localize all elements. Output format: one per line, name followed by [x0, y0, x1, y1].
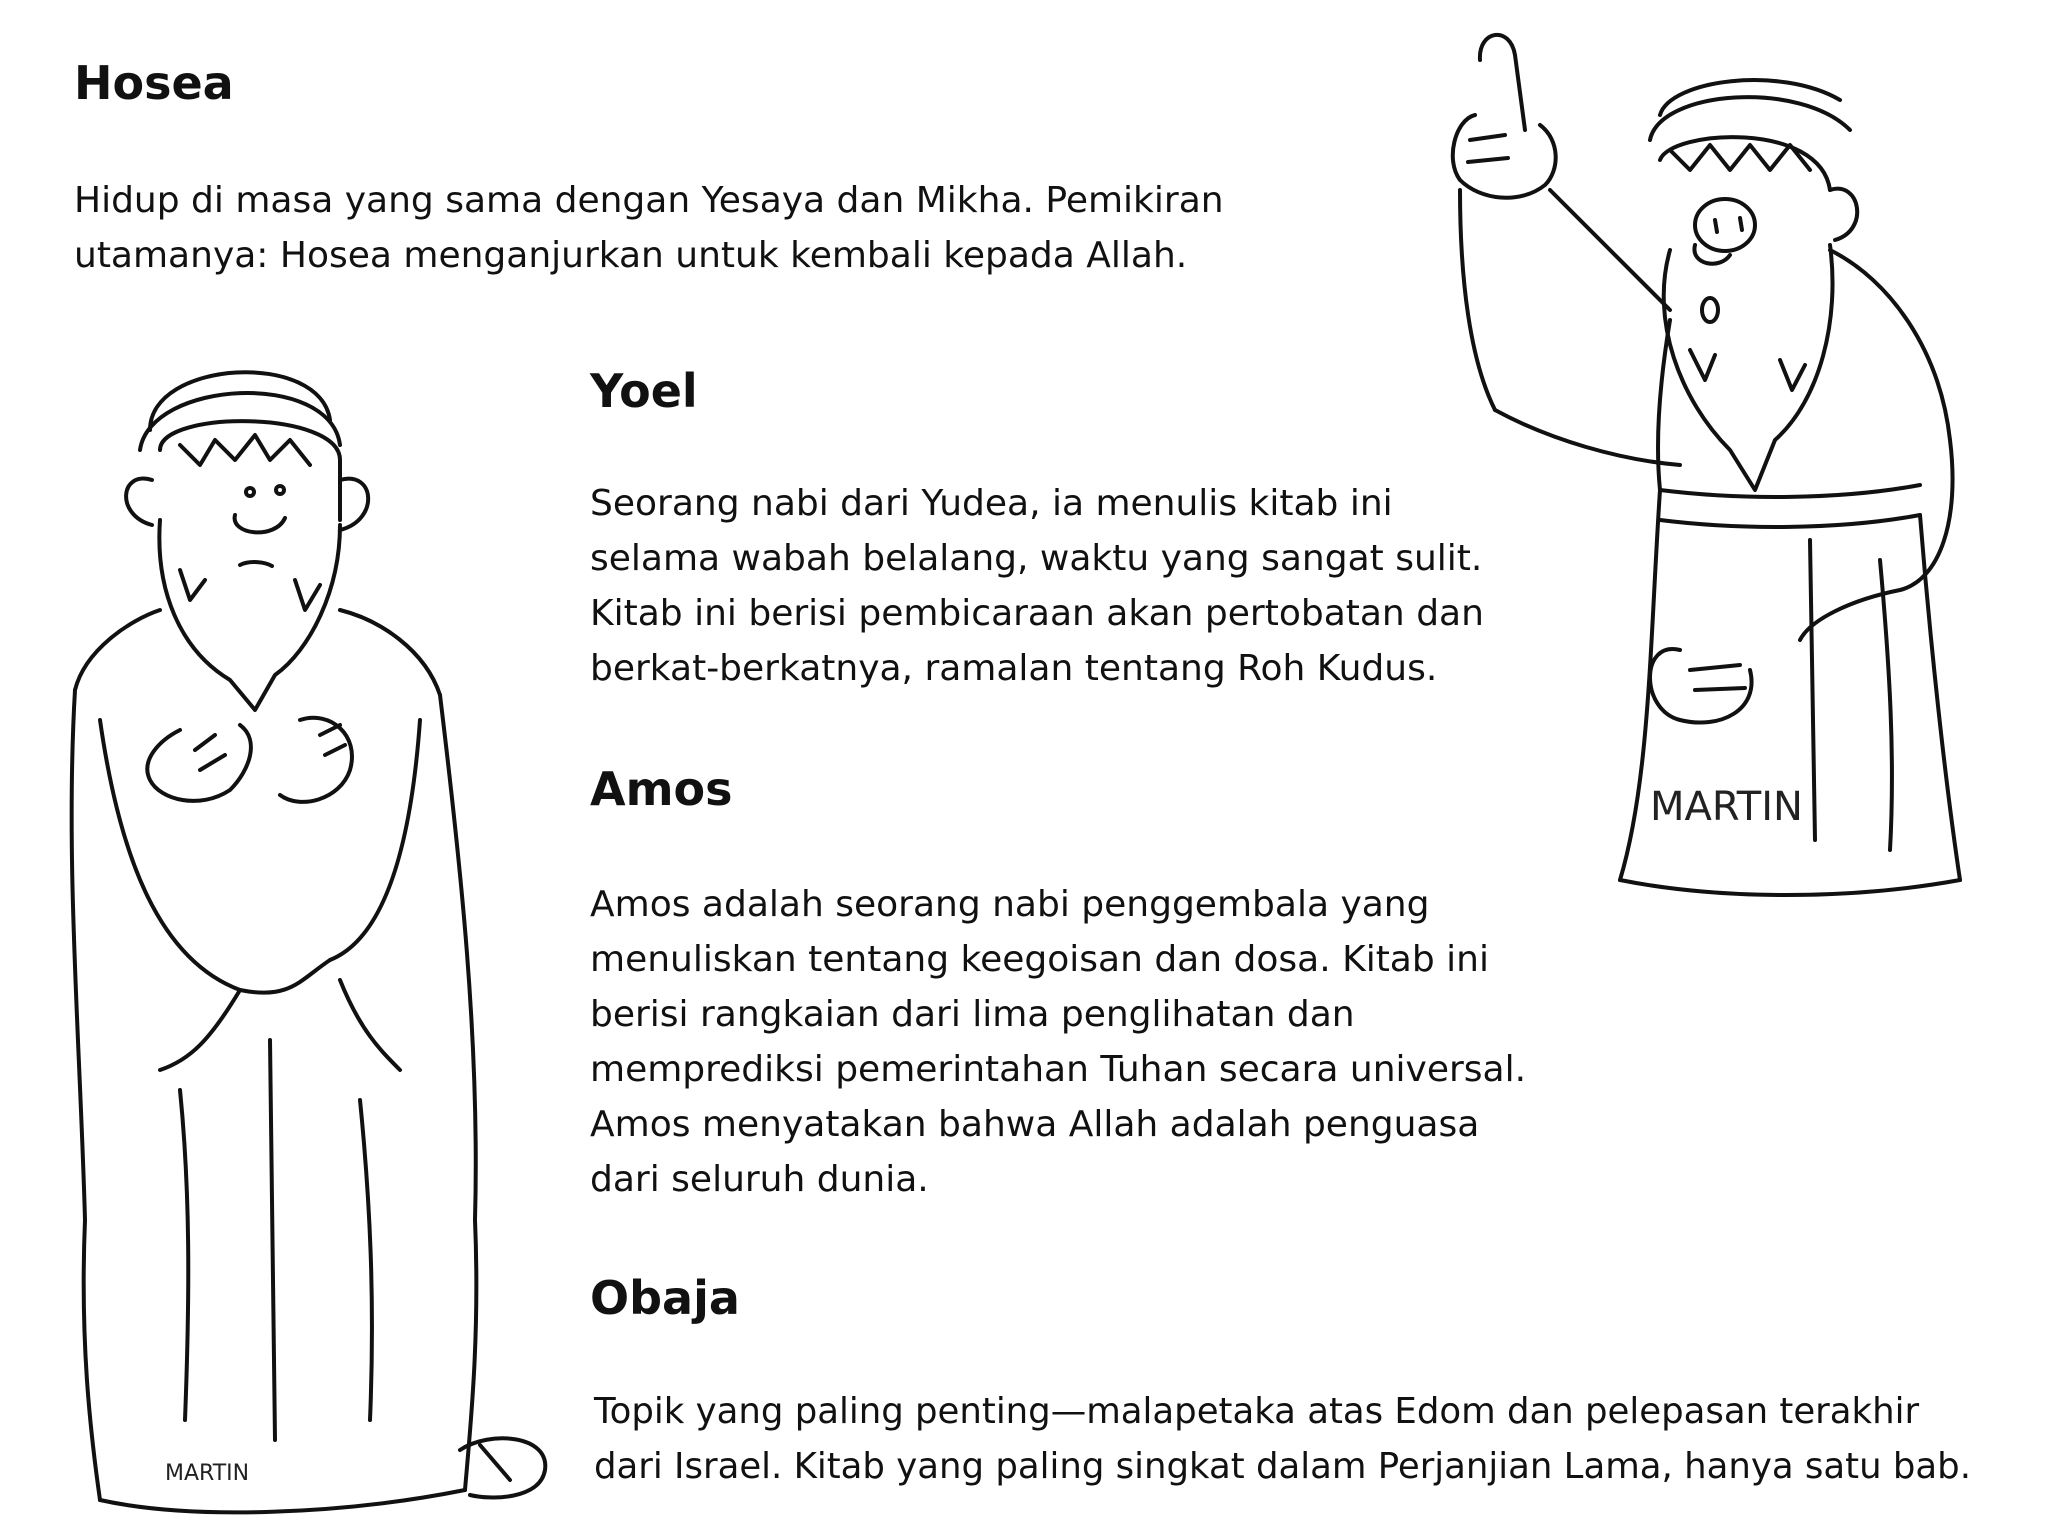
- amos-line-4: memprediksi pemerintahan Tuhan secara universal.: [590, 1049, 1527, 1090]
- obaja-line-2: dari Israel. Kitab yang paling singkat dalam Perjanjian Lama, hanya satu bab.: [594, 1446, 1971, 1487]
- right-prophet-illustration: [1420, 20, 2040, 1180]
- yoel-line-4: berkat-berkatnya, ramalan tentang Roh Kudus.: [590, 648, 1438, 689]
- hosea-text: [74, 173, 1274, 275]
- amos-line-6: dari seluruh dunia.: [590, 1159, 929, 1200]
- yoel-title: Yoel: [590, 364, 698, 418]
- obaja-line-1: Topik yang paling penting—malapetaka atas Edom dan pelepasan terakhir: [594, 1391, 1920, 1432]
- amos-line-2: menuliskan tentang keegoisan dan dosa. Kitab ini: [590, 939, 1489, 980]
- obaja-text: [594, 1384, 2024, 1494]
- amos-line-5: Amos menyatakan bahwa Allah adalah penguasa: [590, 1104, 1480, 1145]
- yoel-line-1: Seorang nabi dari Yudea, ia menulis kitab ini: [590, 483, 1393, 524]
- amos-title: Amos: [590, 762, 733, 816]
- yoel-line-2: selama wabah belalang, waktu yang sangat sulit.: [590, 538, 1483, 579]
- left-prophet-illustration: [40, 340, 560, 1530]
- yoel-line-3: Kitab ini berisi pembicaraan akan pertobatan dan: [590, 593, 1484, 634]
- hosea-line-2: utamanya: Hosea menganjurkan untuk kembali kepada Allah.: [74, 235, 1188, 275]
- yoel-text: [590, 476, 1550, 696]
- amos-line-1: Amos adalah seorang nabi penggembala yang: [590, 884, 1430, 925]
- amos-line-3: berisi rangkaian dari lima penglihatan dan: [590, 994, 1355, 1035]
- right-signature: MARTIN: [1650, 784, 1803, 830]
- left-signature: MARTIN: [165, 1461, 250, 1486]
- obaja-title: Obaja: [590, 1271, 740, 1325]
- hosea-title: Hosea: [74, 56, 234, 110]
- hosea-line-1: Hidup di masa yang sama dengan Yesaya dan Mikha. Pemikiran: [74, 180, 1224, 221]
